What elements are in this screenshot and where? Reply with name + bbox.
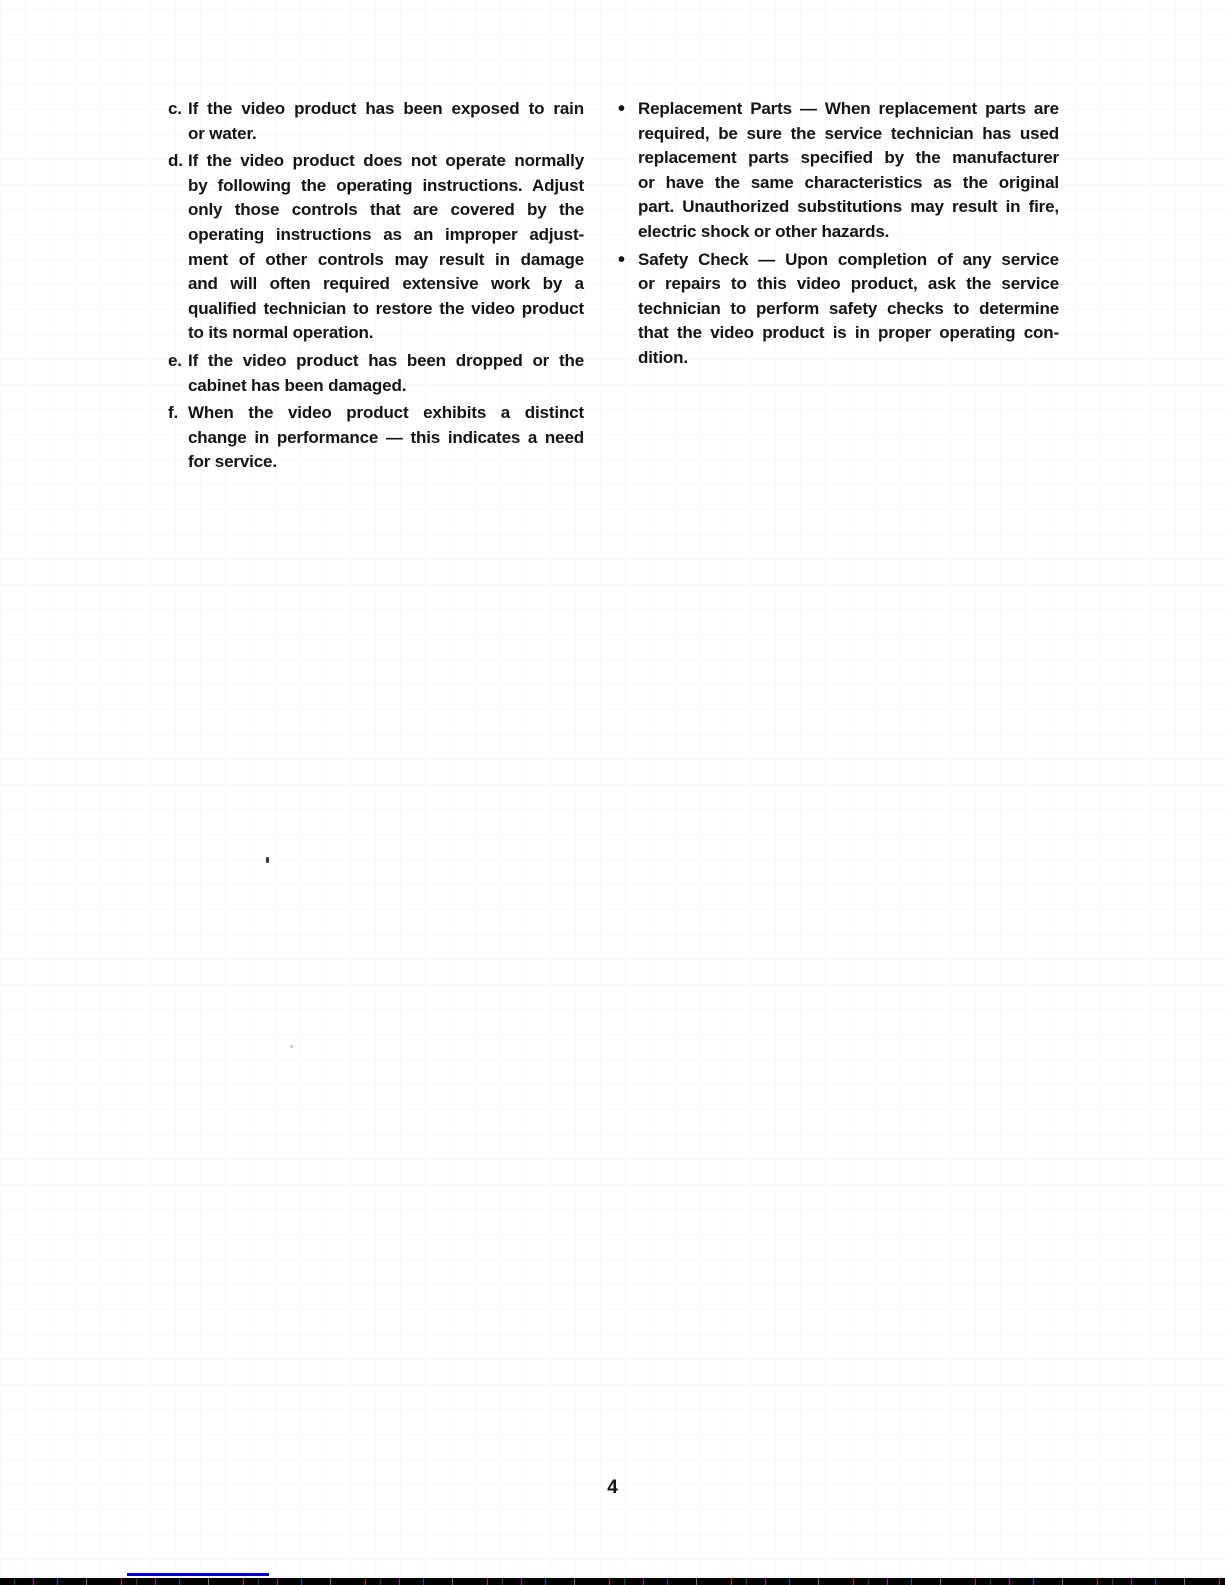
item-marker: • <box>618 98 625 120</box>
text-line: and will often required extensive work by a <box>188 274 584 294</box>
text-line: cabinet has been damaged. <box>188 375 407 395</box>
text-line: or water. <box>188 123 257 143</box>
scan-speck <box>290 1045 293 1048</box>
text-line: required, be sure the service technician has used <box>638 123 1059 143</box>
text-line: change in performance — this indicates a need <box>188 427 584 447</box>
list-item <box>618 248 1059 371</box>
text-line: to its normal operation. <box>188 323 374 343</box>
list-item <box>168 401 584 475</box>
list-item <box>168 349 584 398</box>
text-line: Safety Check — Upon completion of any service <box>638 249 1059 269</box>
page-number: 4 <box>607 1477 618 1498</box>
text-line: technician to perform safety checks to determine <box>638 298 1059 318</box>
text-line: or have the same characteristics as the original <box>638 172 1059 192</box>
text-line: only those controls that are covered by the <box>188 200 584 220</box>
text-line: ment of other controls may result in damage <box>188 249 584 269</box>
item-marker: • <box>618 248 625 271</box>
text-line: that the video product is in proper operating con- <box>638 323 1059 343</box>
text-line: If the video product does not operate normally <box>188 151 584 171</box>
list-item <box>168 97 584 146</box>
item-marker: c. <box>168 99 182 118</box>
scan-speck <box>266 857 269 863</box>
text-line: dition. <box>638 347 688 367</box>
text-line: If the video product has been exposed to rain <box>188 99 584 118</box>
list-item <box>618 97 1059 245</box>
text-line: When the video product exhibits a distinct <box>188 403 584 423</box>
text-line: for service. <box>188 452 277 472</box>
text-line: If the video product has been dropped or the <box>188 350 584 370</box>
item-marker: e. <box>168 350 182 370</box>
right-text-column <box>618 97 1059 374</box>
text-line: replacement parts specified by the manufacturer <box>638 148 1059 168</box>
item-marker: d. <box>168 151 183 171</box>
text-line: electric shock or other hazards. <box>638 221 890 241</box>
text-line: qualified technician to restore the video product <box>188 298 584 318</box>
blue-underline-mark <box>127 1573 269 1576</box>
list-item <box>168 149 584 346</box>
text-line: part. Unauthorized substitutions may result in fire, <box>638 197 1059 217</box>
text-line: operating instructions as an improper adjust- <box>188 224 584 244</box>
left-text-column <box>168 97 584 478</box>
text-line: or repairs to this video product, ask the service <box>638 274 1059 294</box>
text-line: by following the operating instructions. Adjust <box>188 175 584 195</box>
text-line: Replacement Parts — When replacement parts are <box>638 99 1059 118</box>
item-marker: f. <box>168 403 179 423</box>
bottom-scan-bar <box>0 1578 1225 1585</box>
